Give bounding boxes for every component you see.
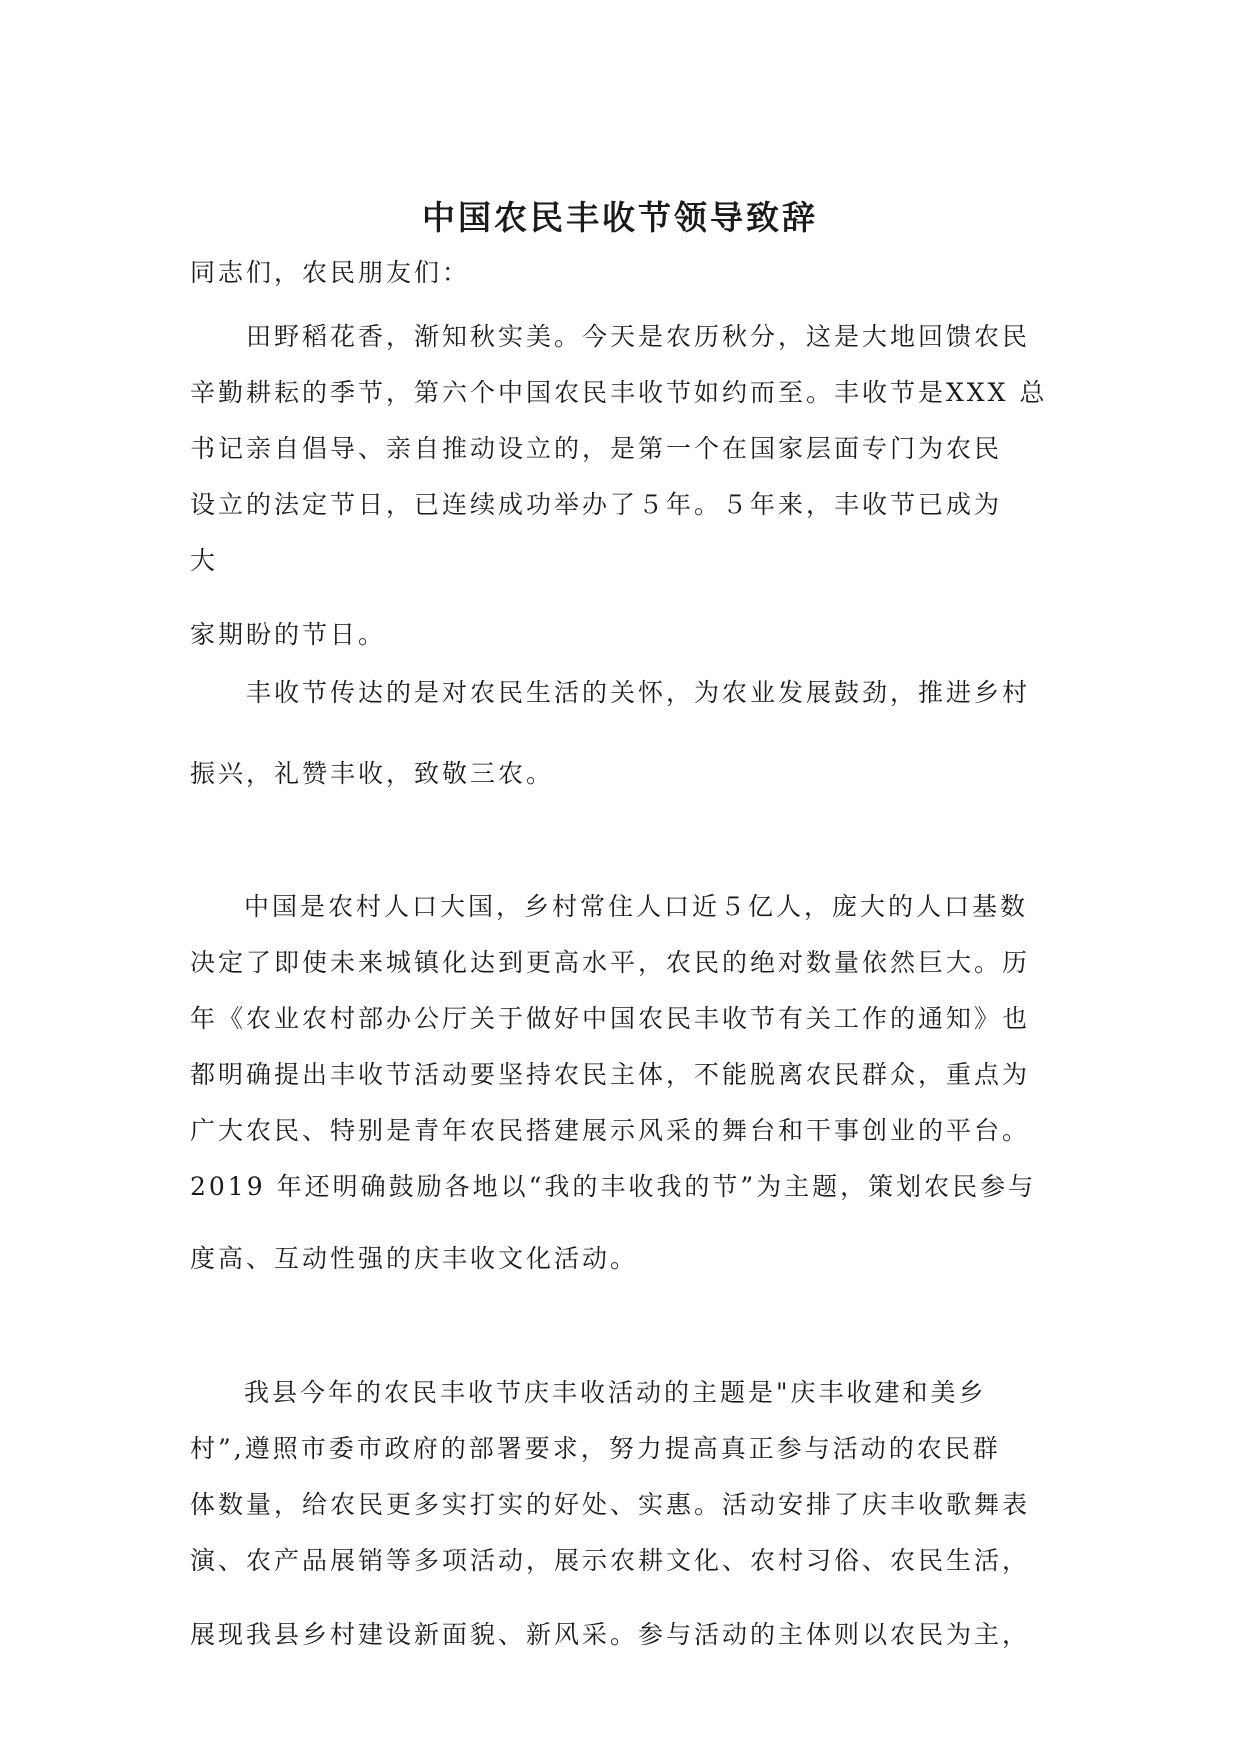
- paragraph-3-line-1: 中国是农村人口大国，乡村常住人口近５亿人，庞大的人口基数: [244, 892, 1029, 921]
- paragraph-2-line-1: 丰收节传达的是对农民生活的关怀，为农业发展鼓劲，推进乡村: [246, 678, 1031, 707]
- paragraph-3-line-2: 决定了即使未来城镇化达到更高水平，农民的绝对数量依然巨大。历: [190, 948, 1031, 977]
- paragraph-3-line-3: 年《农业农村部办公厅关于做好中国农民丰收节有关工作的通知》也: [190, 1004, 1031, 1033]
- paragraph-4-line-2: 村”,遵照市委市政府的部署要求，努力提高真正参与活动的农民群: [190, 1434, 1001, 1463]
- paragraph-1-line-6: 家期盼的节日。: [190, 620, 387, 649]
- paragraph-1-line-4: 设立的法定节日，已连续成功举办了５年。５年来，丰收节已成为: [190, 490, 1003, 519]
- paragraph-2-line-2: 振兴，礼赞丰收，致敬三农。: [190, 759, 555, 788]
- paragraph-3-line-5: 广大农民、特别是青年农民搭建展示风采的舞台和干事创业的平台。: [190, 1116, 1031, 1145]
- paragraph-3-line-4: 都明确提出丰收节活动要坚持农民主体，不能脱离农民群众，重点为: [190, 1060, 1031, 1089]
- paragraph-4-line-3: 体数量，给农民更多实打实的好处、实惠。活动安排了庆丰收歌舞表: [190, 1490, 1031, 1519]
- paragraph-4-line-5: 展现我县乡村建设新面貌、新风采。参与活动的主体则以农民为主，: [190, 1620, 1031, 1649]
- paragraph-1-line-1: 田野稻花香，渐知秋实美。今天是农历秋分，这是大地回馈农民: [246, 322, 1031, 351]
- paragraph-3-line-6: 2019 年还明确鼓励各地以“我的丰收我的节”为主题，策划农民参与: [190, 1172, 1037, 1201]
- paragraph-3-line-7: 度高、互动性强的庆丰收文化活动。: [190, 1244, 639, 1273]
- greeting: 同志们，农民朋友们：: [190, 258, 471, 287]
- paragraph-1-line-3: 书记亲自倡导、亲自推动设立的，是第一个在国家层面专门为农民: [190, 434, 1003, 463]
- paragraph-1-line-5: 大: [190, 546, 219, 575]
- paragraph-4-line-1: 我县今年的农民丰收节庆丰收活动的主题是"庆丰收建和美乡: [244, 1378, 987, 1407]
- paragraph-4-line-4: 演、农产品展销等多项活动，展示农耕文化、农村习俗、农民生活，: [190, 1546, 1031, 1575]
- document-title: 中国农民丰收节领导致辞: [422, 198, 818, 237]
- paragraph-1-line-2: 辛勤耕耘的季节，第六个中国农民丰收节如约而至。丰收节是XXX 总: [190, 378, 1048, 407]
